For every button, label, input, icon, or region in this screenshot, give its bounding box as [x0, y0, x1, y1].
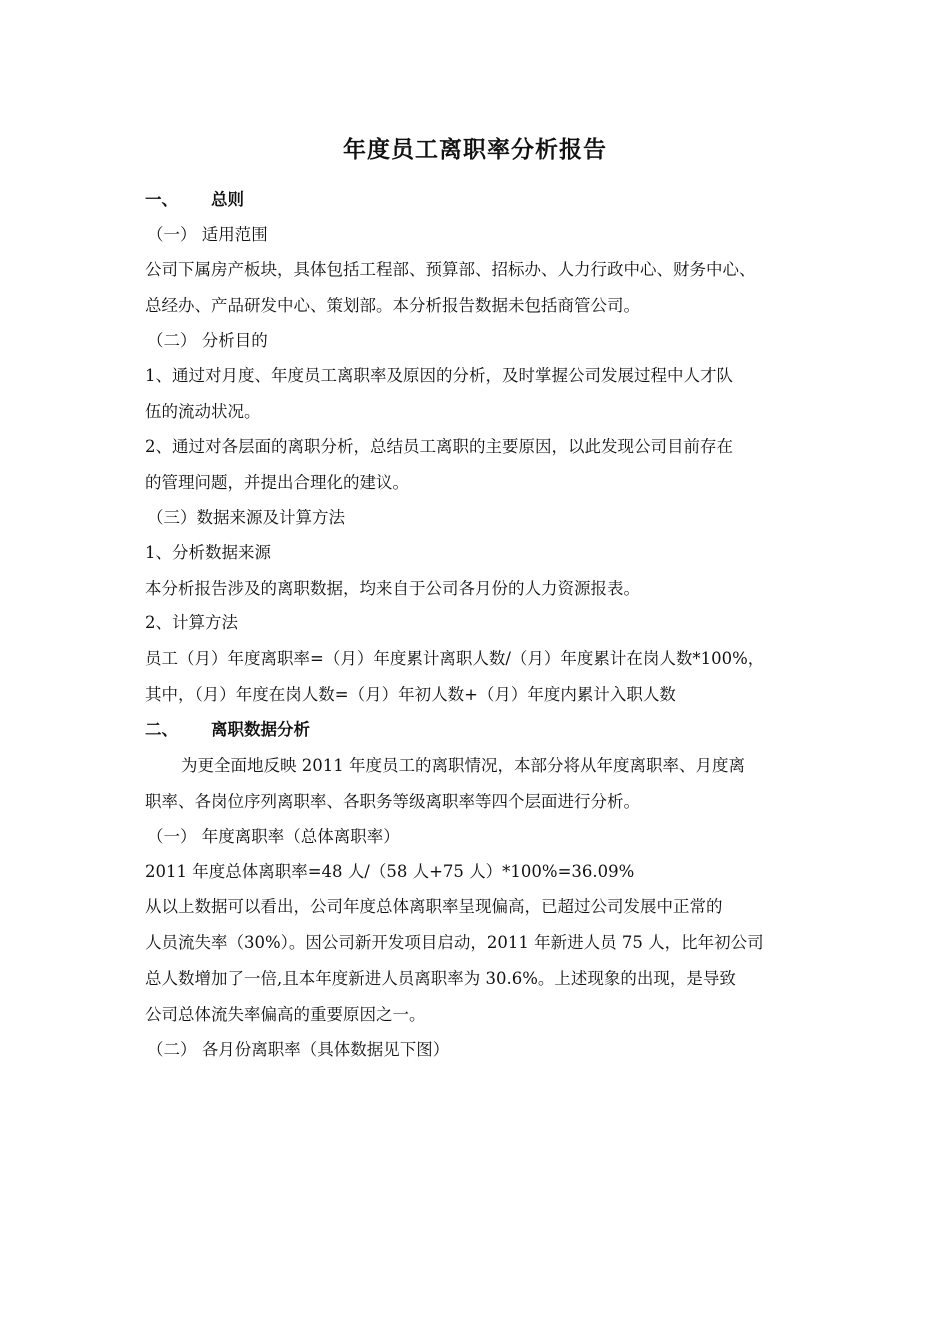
section-number: 二、: [145, 720, 178, 739]
subsection-annual-rate: （一） 年度离职率（总体离职率）: [147, 827, 400, 846]
formula-line: 2011 年度总体离职率=48 人/（58 人+75 人）*100%=36.09%: [145, 862, 635, 881]
paragraph-line: 人员流失率（30%）。因公司新开发项目启动，2011 年新进人员 75 人，比年初公司: [145, 933, 764, 952]
paragraph-line: 的管理问题，并提出合理化的建议。: [145, 473, 409, 492]
paragraph-line: 总人数增加了一倍,且本年度新进人员离职率为 30.6%。上述现象的出现，是导致: [145, 969, 736, 988]
formula-line: 其中，（月）年度在岗人数=（月）年初人数+（月）年度内累计入职人数: [145, 685, 676, 704]
paragraph-line: 职率、各岗位序列离职率、各职务等级离职率等四个层面进行分析。: [145, 792, 640, 811]
paragraph-line: 为更全面地反映 2011 年度员工的离职情况，本部分将从年度离职率、月度离: [181, 756, 745, 775]
subsection-monthly-rate: （二） 各月份离职率（具体数据见下图）: [147, 1040, 450, 1059]
subsection-data-source: （三）数据来源及计算方法: [147, 508, 345, 527]
paragraph-line: 公司总体流失率偏高的重要原因之一。: [145, 1005, 426, 1024]
paragraph-line: 从以上数据可以看出，公司年度总体离职率呈现偏高，已超过公司发展中正常的: [145, 897, 723, 916]
document-title: 年度员工离职率分析报告: [343, 137, 607, 163]
paragraph-line: 本分析报告涉及的离职数据，均来自于公司各月份的人力资源报表。: [145, 579, 640, 598]
section-number: 一、: [145, 190, 178, 209]
paragraph-line: 2、计算方法: [145, 613, 238, 632]
paragraph-line: 2、通过对各层面的离职分析，总结员工离职的主要原因，以此发现公司目前存在: [145, 437, 733, 456]
paragraph-line: 1、通过对月度、年度员工离职率及原因的分析，及时掌握公司发展过程中人才队: [145, 366, 733, 385]
subsection-scope: （一） 适用范围: [147, 225, 268, 244]
section-heading-1: [145, 188, 815, 212]
paragraph-line: 总经办、产品研发中心、策划部。本分析报告数据未包括商管公司。: [145, 296, 640, 315]
paragraph-line: 伍的流动状况。: [145, 402, 261, 421]
paragraph-line: 公司下属房产板块，具体包括工程部、预算部、招标办、人力行政中心、财务中心、: [145, 260, 756, 279]
subsection-purpose: （二） 分析目的: [147, 331, 268, 350]
formula-line: 员工（月）年度离职率=（月）年度累计离职人数/（月）年度累计在岗人数*100%，: [145, 649, 765, 668]
section-heading-2: [145, 718, 815, 742]
section-title: 总则: [211, 190, 244, 209]
paragraph-line: 1、分析数据来源: [145, 543, 271, 562]
section-title: 离职数据分析: [211, 720, 310, 739]
